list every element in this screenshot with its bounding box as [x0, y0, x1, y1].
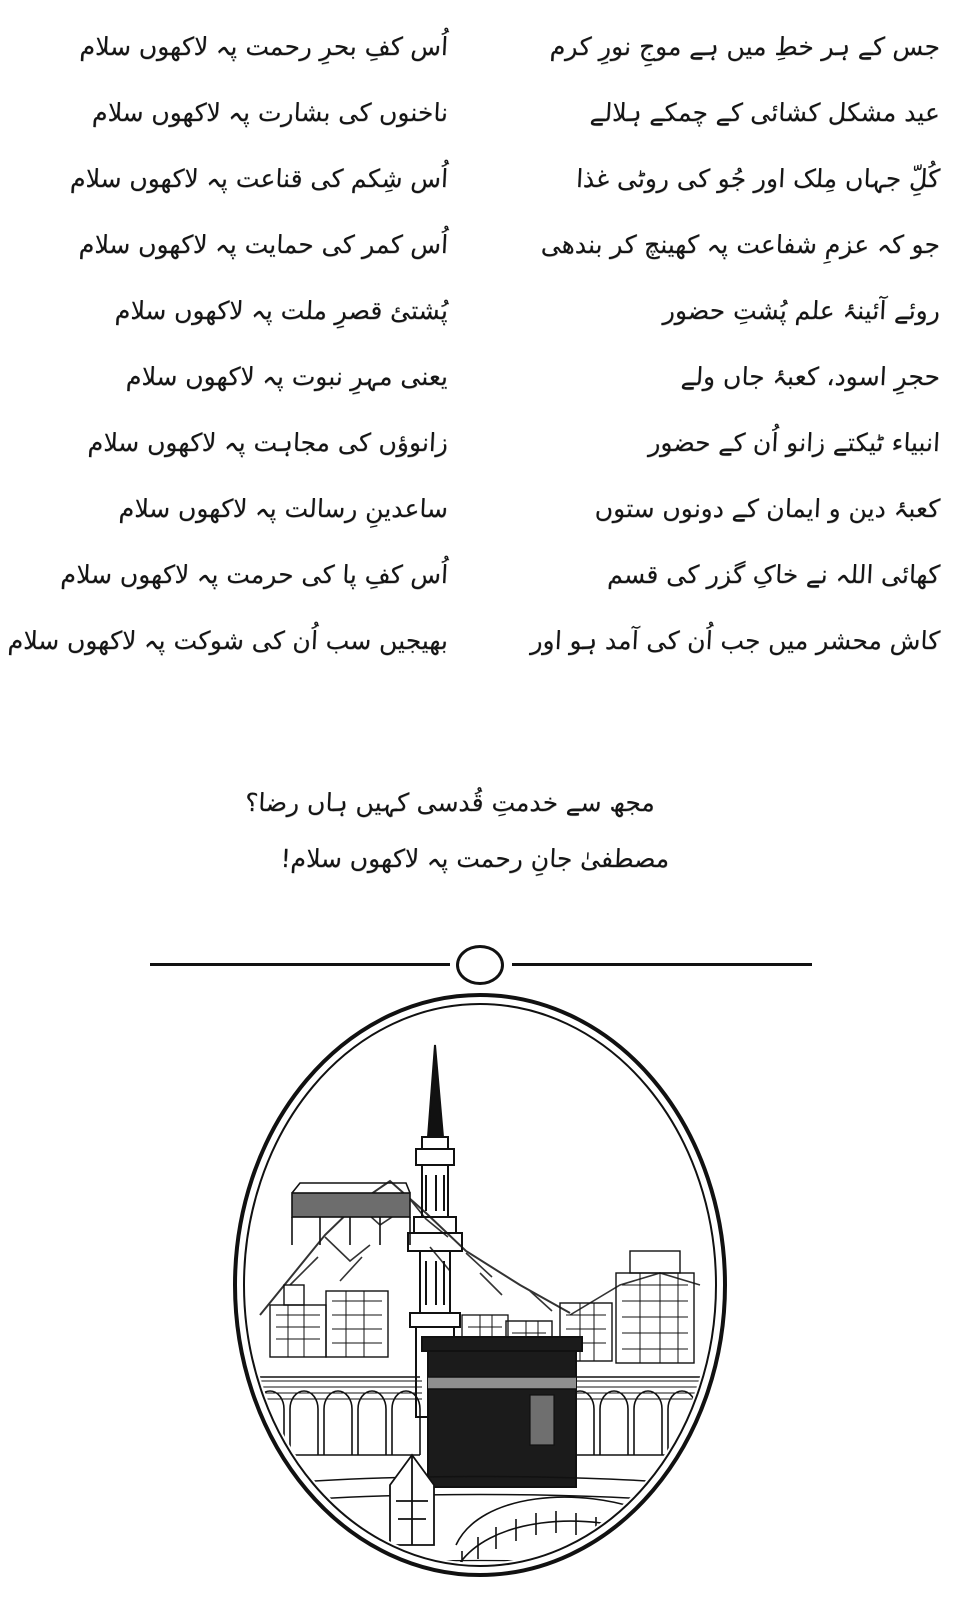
- hemistich-first: عید مشکل کشائی کے چمکے ہلالے: [589, 98, 941, 127]
- hemistich-first: کاش محشر میں جب اُن کی آمد ہو اور: [529, 626, 941, 655]
- couplet-row: [18, 282, 942, 348]
- hemistich-second: پُشتئ قصرِ ملت پہ لاکھوں سلام: [114, 296, 449, 325]
- hemistich-second: یعنی مہرِ نبوت پہ لاکھوں سلام: [125, 362, 449, 391]
- hemistich-second: ساعدینِ رسالت پہ لاکھوں سلام: [118, 494, 449, 523]
- couplet-row: [18, 348, 942, 414]
- hemistich-second: اُس شِکم کی قناعت پہ لاکھوں سلام: [69, 164, 449, 193]
- circle-ornament-icon: [456, 945, 504, 985]
- poem-body: [0, 10, 960, 920]
- hemistich-first: کعبۂ دین و ایمان کے دونوں ستوں: [594, 494, 941, 523]
- kaaba: [422, 1337, 582, 1487]
- closing-line-2: مصطفیٰ جانِ رحمت پہ لاکھوں سلام!: [279, 844, 671, 873]
- hemistich-first: جس کے ہر خطِ میں ہے موجِ نورِ کرم: [549, 32, 941, 61]
- hemistich-first: جو کہ عزمِ شفاعت پہ کھینچ کر بندھی: [540, 230, 941, 259]
- couplet-row: [18, 216, 942, 282]
- hemistich-first: انبیاء ٹیکتے زانو اُن کے حضور: [647, 428, 941, 457]
- hemistich-first: کھائی اللہ نے خاکِ گزر کی قسم: [606, 560, 941, 589]
- hemistich-second: اُس کمر کی حمایت پہ لاکھوں سلام: [78, 230, 449, 259]
- hemistich-second: ناخنوں کی بشارت پہ لاکھوں سلام: [91, 98, 449, 127]
- couplet-list: [7, 18, 942, 678]
- closing-line-1: مجھ سے خدمتِ قُدسی کہیں ہاں رضا؟: [244, 788, 656, 817]
- couplet-row: [18, 480, 942, 546]
- hemistich-second: زانوؤں کی مجاہت پہ لاکھوں سلام: [87, 428, 449, 457]
- kaaba-illustration: [230, 985, 730, 1585]
- hemistich-second: بھیجیں سب اُن کی شوکت پہ لاکھوں سلام: [7, 626, 449, 655]
- couplet-row: [18, 18, 942, 84]
- couplet-row: [18, 150, 942, 216]
- hemistich-second: اُس کفِ پا کی حرمت پہ لاکھوں سلام: [59, 560, 449, 589]
- hemistich-first: حجرِ اسود، کعبۂ جاں ولے: [680, 362, 941, 391]
- couplet-row: [18, 84, 942, 150]
- couplet-row: [18, 546, 942, 612]
- divider: [0, 945, 960, 985]
- couplet-row: [18, 414, 942, 480]
- hemistich-first: روئے آئینۂ علم پُشتِ حضور: [662, 296, 941, 325]
- couplet-row: [7, 612, 942, 678]
- hemistich-first: کُلِّ جہاں مِلک اور جُو کی روٹی غذا: [575, 164, 941, 193]
- divider-rule-right: [512, 963, 812, 966]
- divider-rule-left: [150, 963, 450, 966]
- hemistich-second: اُس کفِ بحرِ رحمت پہ لاکھوں سلام: [79, 32, 449, 61]
- closing-couplet: [0, 775, 960, 887]
